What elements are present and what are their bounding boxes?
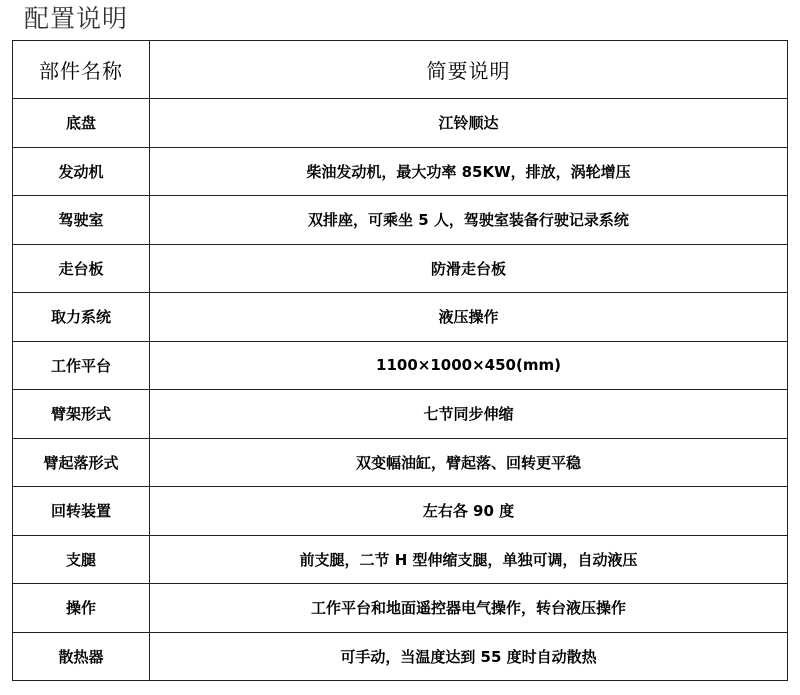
component-description: 双排座，可乘坐 5 人，驾驶室装备行驶记录系统 — [150, 196, 788, 245]
table-row — [13, 632, 788, 681]
component-name: 散热器 — [13, 632, 150, 681]
table-row — [13, 244, 788, 293]
component-name: 操作 — [13, 584, 150, 633]
component-name: 支腿 — [13, 535, 150, 584]
component-name: 臂起落形式 — [13, 438, 150, 487]
table-row — [13, 438, 788, 487]
header-component-name: 部件名称 — [13, 41, 150, 99]
component-description: 左右各 90 度 — [150, 487, 788, 536]
component-name: 驾驶室 — [13, 196, 150, 245]
table-header-row — [13, 41, 788, 99]
component-description: 液压操作 — [150, 293, 788, 342]
component-description: 可手动，当温度达到 55 度时自动散热 — [150, 632, 788, 681]
component-name: 走台板 — [13, 244, 150, 293]
table-row — [13, 584, 788, 633]
component-name: 工作平台 — [13, 341, 150, 390]
table-row — [13, 147, 788, 196]
header-description: 简要说明 — [150, 41, 788, 99]
component-name: 发动机 — [13, 147, 150, 196]
table-row — [13, 196, 788, 245]
table-row — [13, 535, 788, 584]
component-name: 臂架形式 — [13, 390, 150, 439]
component-description: 七节同步伸缩 — [150, 390, 788, 439]
component-name: 底盘 — [13, 99, 150, 148]
component-description: 前支腿，二节 H 型伸缩支腿，单独可调，自动液压 — [150, 535, 788, 584]
component-description: 江铃顺达 — [150, 99, 788, 148]
component-name: 回转装置 — [13, 487, 150, 536]
component-description: 柴油发动机，最大功率 85KW，排放，涡轮增压 — [150, 147, 788, 196]
component-description: 防滑走台板 — [150, 244, 788, 293]
table-row — [13, 99, 788, 148]
page-title: 配置说明 — [24, 4, 129, 33]
table-row — [13, 341, 788, 390]
component-description: 双变幅油缸，臂起落、回转更平稳 — [150, 438, 788, 487]
table-row — [13, 390, 788, 439]
component-name: 取力系统 — [13, 293, 150, 342]
table-row — [13, 293, 788, 342]
spec-table — [12, 40, 788, 681]
component-description: 工作平台和地面遥控器电气操作，转台液压操作 — [150, 584, 788, 633]
table-row — [13, 487, 788, 536]
component-description: 1100×1000×450(mm) — [150, 341, 788, 390]
